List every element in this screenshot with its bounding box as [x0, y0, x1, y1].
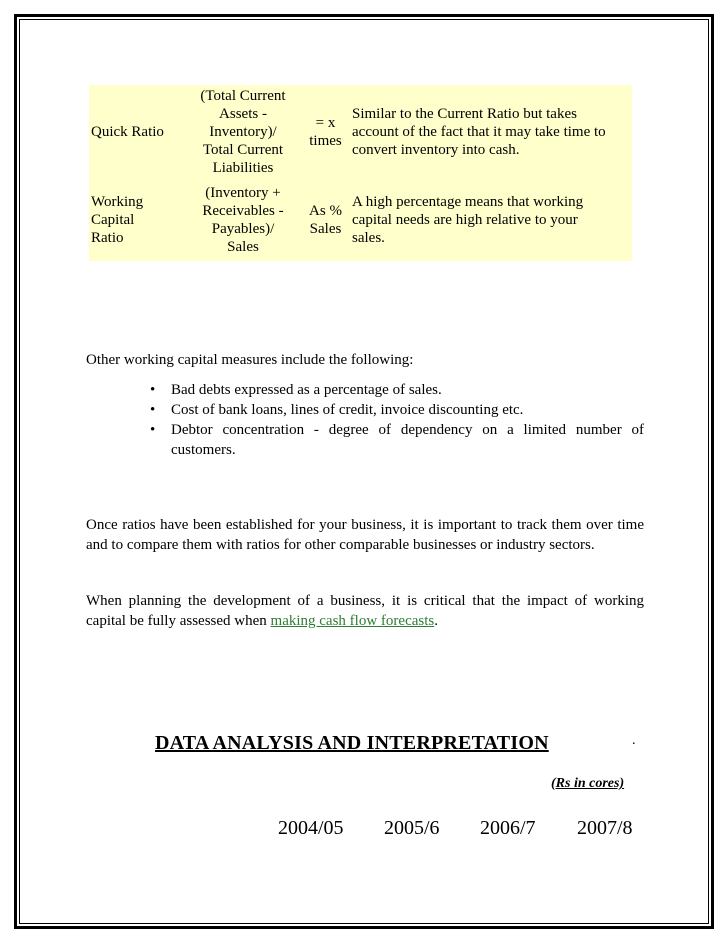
section-heading: DATA ANALYSIS AND INTERPRETATION [155, 732, 549, 754]
year-header: 2004/05 [278, 817, 344, 839]
year-header: 2005/6 [384, 817, 440, 839]
ratio-formula: (Inventory + Receivables - Payables)/ Sales [202, 184, 284, 255]
year-header: 2007/8 [577, 817, 633, 839]
list-item: • Cost of bank loans, lines of credit, invoice discounting etc. [150, 402, 524, 418]
cash-flow-forecasts-link[interactable]: making cash flow forecasts [270, 613, 435, 629]
bullet-icon: • [150, 382, 156, 398]
ratio-unit: = x times [309, 114, 342, 149]
table-row-quick-ratio [89, 85, 632, 178]
ratio-description: A high percentage means that working capital needs are high relative to your sales. [352, 193, 584, 246]
table-row-working-capital-ratio [89, 178, 632, 261]
paragraph-track-ratios: Once ratios have been established for your business, it is important to track them over time and to compare them with ratios for other comparable businesses or industry sectors. [86, 517, 644, 553]
list-item: • Bad debts expressed as a percentage of sales. [150, 382, 442, 398]
bullet-icon: • [150, 422, 156, 438]
ratio-formula: (Total Current Assets - Inventory)/ Total Current Liabilities [200, 87, 286, 176]
ratio-unit: As % Sales [309, 202, 342, 237]
list-item: • Debtor concentration - degree of dependency on a limited number of customers. [150, 422, 644, 458]
ratio-name: Quick Ratio [91, 123, 164, 140]
year-header: 2006/7 [480, 817, 536, 839]
units-label: (Rs in cores) [551, 776, 625, 791]
measures-list [148, 380, 644, 460]
intro-text: Other working capital measures include the following: [86, 352, 414, 368]
heading-dot: . [632, 733, 636, 748]
paragraph-planning: When planning the development of a business, it is critical that the impact of working capital be fully assessed when making cash flow forecasts. [86, 593, 644, 629]
ratio-name: Working Capital Ratio [91, 193, 144, 246]
bullet-icon: • [150, 402, 156, 418]
ratio-description: Similar to the Current Ratio but takes account of the fact that it may take time to convert inventory into cash. [352, 105, 606, 158]
ratio-table [89, 85, 632, 261]
